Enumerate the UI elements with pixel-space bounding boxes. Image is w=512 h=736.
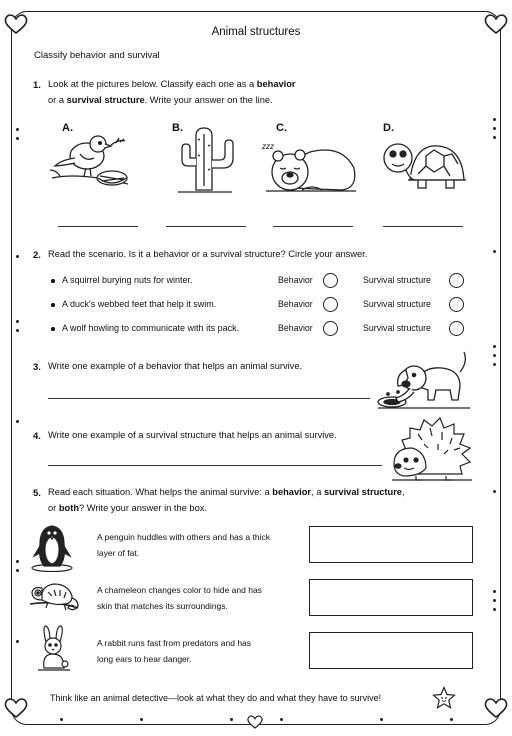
- border-dot: [16, 137, 19, 140]
- cactus-icon: [174, 126, 236, 196]
- bird-nest-icon: [50, 132, 130, 194]
- question-4-text: Write one example of a survival structure that helps an animal survive.: [48, 430, 337, 440]
- option-structure-label: Survival structure: [363, 299, 431, 309]
- question-5-text: Read each situation. What helps the animal survive: a behavior, a survival structure, or both? Write your answer in the box.: [48, 487, 405, 513]
- heart-icon: [246, 714, 264, 730]
- border-dot: [493, 363, 496, 366]
- border-dot: [140, 718, 143, 721]
- question-number: 5.: [33, 488, 41, 499]
- structure-circle[interactable]: [449, 321, 464, 336]
- answer-box[interactable]: [309, 632, 473, 669]
- item-letter-d: D.: [383, 122, 394, 134]
- digging-dog-icon: [376, 346, 472, 410]
- answer-line-d[interactable]: [383, 226, 463, 227]
- border-dot: [16, 255, 19, 258]
- border-dot: [493, 490, 496, 493]
- border-dot: [493, 354, 496, 357]
- situation-text: A rabbit runs fast from predators and has long ears to hear danger.: [97, 638, 252, 664]
- smiling-star-icon: [432, 686, 456, 710]
- scenario-text: A squirrel burying nuts for winter.: [62, 275, 193, 285]
- border-dot: [493, 127, 496, 130]
- answer-line-c[interactable]: [273, 226, 353, 227]
- border-dot: [493, 590, 496, 593]
- question-number: 2.: [33, 250, 41, 261]
- footer-text: Think like an animal detective—look at what they do and what they have to survive!: [50, 693, 382, 703]
- question-3-text: Write one example of a behavior that helps an animal survive.: [48, 361, 303, 371]
- chameleon-icon: [28, 576, 80, 616]
- border-dot: [16, 569, 19, 572]
- hedgehog-icon: [390, 414, 474, 482]
- behavior-circle[interactable]: [323, 273, 338, 288]
- answer-box[interactable]: [309, 579, 473, 616]
- border-dot: [16, 560, 19, 563]
- bullet: [51, 327, 55, 331]
- question-1-text: Look at the pictures below. Classify each one as a behavior or a survival structure. Write your answer on the line.: [48, 79, 296, 105]
- border-dot: [493, 599, 496, 602]
- rabbit-icon: [34, 624, 74, 672]
- option-structure-label: Survival structure: [363, 323, 431, 333]
- structure-circle[interactable]: [449, 297, 464, 312]
- item-letter-c: C.: [276, 122, 287, 134]
- question-number: 1.: [33, 80, 41, 91]
- border-dot: [16, 320, 19, 323]
- border-dot: [493, 608, 496, 611]
- border-dot: [493, 345, 496, 348]
- scenario-text: A duck's webbed feet that help it swim.: [62, 299, 217, 309]
- border-dot: [16, 329, 19, 332]
- answer-line-q4[interactable]: [48, 465, 382, 466]
- bullet: [51, 279, 55, 283]
- border-dot: [60, 718, 63, 721]
- border-dot: [493, 118, 496, 121]
- option-structure-label: Survival structure: [363, 275, 431, 285]
- behavior-circle[interactable]: [323, 321, 338, 336]
- heart-icon: [483, 696, 509, 720]
- situation-text: A chameleon changes color to hide and has skin that matches its surroundings.: [97, 585, 262, 611]
- answer-line-a[interactable]: [58, 226, 138, 227]
- scenario-text: A wolf howling to communicate with its pack.: [62, 323, 240, 333]
- page-subtitle: Classify behavior and survival: [34, 50, 160, 61]
- heart-icon: [3, 696, 29, 720]
- border-dot: [280, 718, 283, 721]
- structure-circle[interactable]: [449, 273, 464, 288]
- border-dot: [16, 640, 19, 643]
- border-dot: [230, 718, 233, 721]
- border-dot: [493, 136, 496, 139]
- page-title: Animal structures: [211, 26, 301, 38]
- answer-box[interactable]: [309, 526, 473, 563]
- answer-line-q3[interactable]: [48, 398, 370, 399]
- situation-text: A penguin huddles with others and has a thick layer of fat.: [97, 532, 270, 558]
- option-behavior-label: Behavior: [278, 299, 313, 309]
- question-2-text: Read the scenario. Is it a behavior or a survival structure? Circle your answer.: [48, 249, 368, 259]
- penguin-icon: [30, 524, 74, 572]
- bullet: [51, 303, 55, 307]
- item-letter-a: A.: [62, 122, 73, 134]
- zzz-label: zzz: [262, 142, 274, 151]
- question-number: 3.: [33, 362, 41, 373]
- border-dot: [380, 718, 383, 721]
- turtle-icon: [380, 136, 466, 194]
- question-number: 4.: [33, 431, 41, 442]
- option-behavior-label: Behavior: [278, 323, 313, 333]
- option-behavior-label: Behavior: [278, 275, 313, 285]
- behavior-circle[interactable]: [323, 297, 338, 312]
- item-letter-b: B.: [172, 122, 183, 134]
- border-dot: [493, 250, 496, 253]
- border-dot: [16, 420, 19, 423]
- border-dot: [450, 718, 453, 721]
- sleeping-bear-icon: [262, 134, 358, 194]
- border-dot: [16, 128, 19, 131]
- answer-line-b[interactable]: [166, 226, 246, 227]
